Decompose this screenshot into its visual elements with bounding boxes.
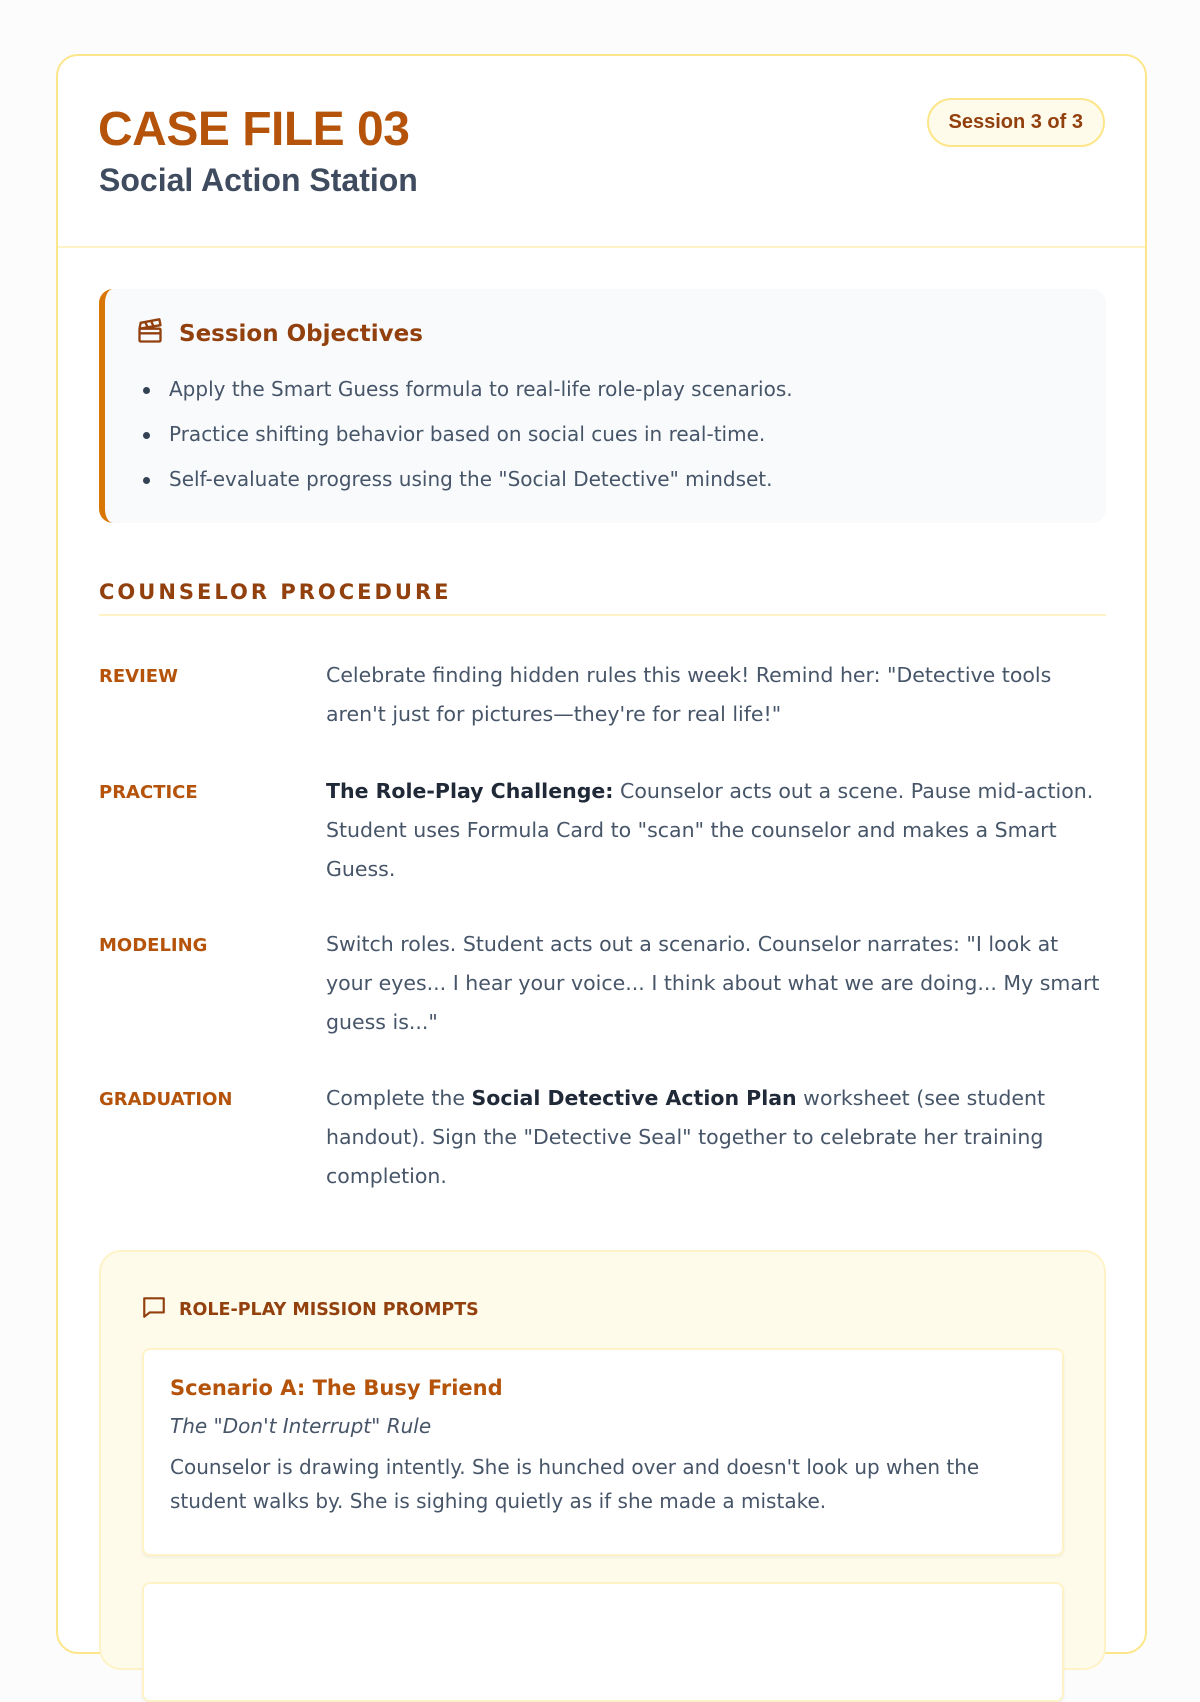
scenario-card (142, 1348, 1064, 1556)
step-label: REVIEW (99, 666, 178, 687)
step-body: Counselor acts out a scene. Pause mid-action. Student uses Formula Card to "scan" the counselor and makes a Smart Guess. (326, 779, 1094, 881)
mission-heading: ROLE-PLAY MISSION PROMPTS (179, 1299, 479, 1320)
objective-item: Self-evaluate progress using the "Social Detective" mindset. (133, 457, 1074, 502)
page-title: CASE FILE 03 (98, 103, 410, 156)
step-body: worksheet (see student handout). Sign the "Detective Seal" together to celebrate her training completion. (326, 1086, 1046, 1188)
procedure-heading: COUNSELOR PROCEDURE (99, 580, 1106, 616)
step-text: Switch roles. Student acts out a scenario. Counselor narrates: "I look at your eyes... I hear your voice... I think about what we are doing... My smart guess is..." (326, 932, 1100, 1034)
scenario-title: Scenario A: The Busy Friend (170, 1376, 503, 1400)
step-text (326, 1079, 1106, 1196)
session-objectives-box (99, 289, 1106, 523)
procedure-step-graduation (99, 1079, 1106, 1196)
case-header (58, 56, 1145, 248)
procedure-step-modeling (99, 925, 1106, 1042)
scenario-subtitle: The "Don't Interrupt" Rule (170, 1414, 432, 1438)
step-text: Celebrate finding hidden rules this week! Remind her: "Detective tools aren't just for pictures—they're for real life!" (326, 663, 1052, 726)
step-label: GRADUATION (99, 1089, 233, 1110)
step-pre: Complete the (326, 1086, 472, 1110)
objective-item: Practice shifting behavior based on social cues in real-time. (133, 412, 1074, 457)
step-text (326, 772, 1106, 889)
clapperboard-icon (135, 317, 165, 351)
procedure-step-practice (99, 772, 1106, 889)
procedure-step-review (99, 656, 1106, 734)
mission-prompts-box (99, 1250, 1106, 1670)
step-label: PRACTICE (99, 782, 198, 803)
scenario-card (142, 1582, 1064, 1702)
step-bold: Social Detective Action Plan (471, 1086, 797, 1110)
step-bold: The Role-Play Challenge: (326, 779, 614, 803)
case-file-card (56, 54, 1147, 1654)
scenario-body: Counselor is drawing intently. She is hunched over and doesn't look up when the student walks by. She is sighing quietly as if she made a mistake. (170, 1455, 980, 1513)
objectives-list (135, 367, 1076, 502)
chat-bubble-icon (141, 1294, 167, 1325)
session-badge: Session 3 of 3 (927, 98, 1106, 147)
objective-item: Apply the Smart Guess formula to real-life role-play scenarios. (133, 367, 1074, 412)
objectives-heading: Session Objectives (179, 321, 423, 347)
step-label: MODELING (99, 935, 208, 956)
page-subtitle: Social Action Station (99, 162, 418, 198)
